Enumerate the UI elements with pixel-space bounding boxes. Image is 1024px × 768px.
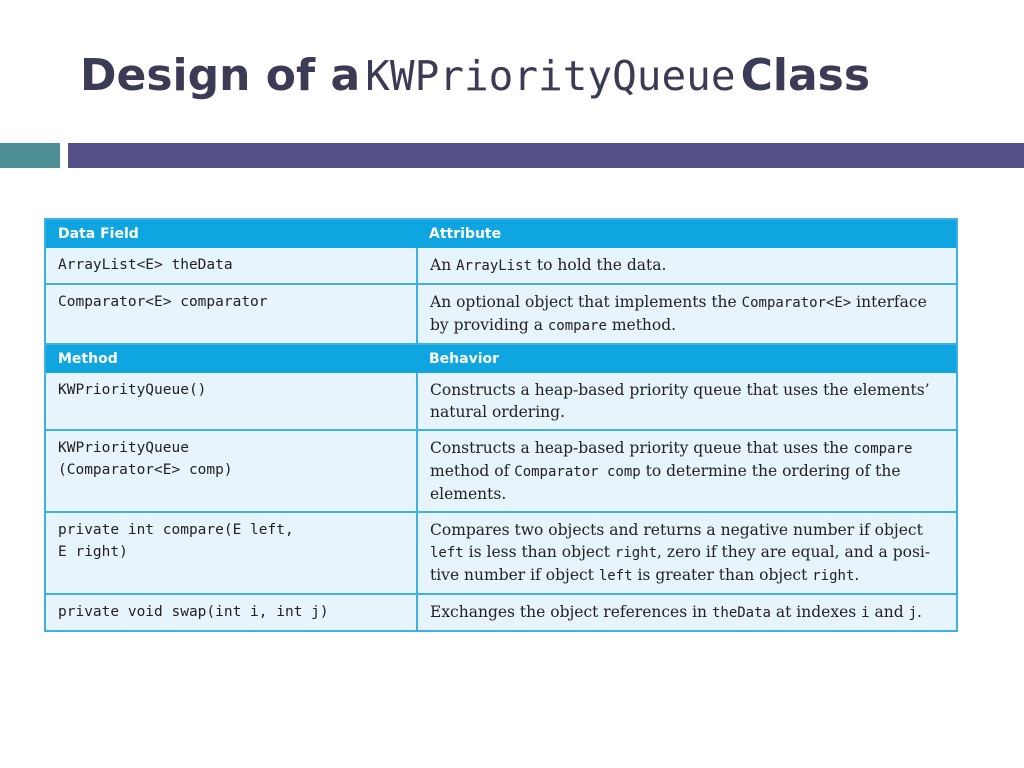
text-fragment: . (854, 566, 860, 584)
header-cell-left: Method (45, 344, 417, 373)
text-fragment: at indexes (770, 603, 862, 621)
data-field-header-row (45, 219, 957, 248)
header-cell-left: Data Field (45, 219, 417, 248)
method-row (45, 373, 957, 430)
header-cell-right: Behavior (417, 344, 957, 373)
method-row (45, 594, 957, 631)
description-cell (417, 430, 957, 512)
method-signature (45, 512, 417, 594)
description-cell (417, 248, 957, 284)
text-fragment: to determine the ordering of the elements. (430, 462, 901, 503)
signature-line: KWPriorityQueue (58, 440, 189, 456)
header-cell-right: Attribute (417, 219, 957, 248)
text-fragment: An (430, 256, 457, 274)
title-prefix: Design of a (80, 50, 361, 101)
method-row (45, 430, 957, 512)
code-fragment: ArrayList (456, 258, 532, 274)
code-fragment: Comparator comp (514, 464, 641, 480)
signature-line: private int compare(E left, (58, 522, 294, 538)
text-fragment: is greater than object (632, 566, 813, 584)
field-signature: Comparator<E> comparator (45, 284, 417, 344)
text-fragment: is less than object (463, 543, 615, 561)
method-signature (45, 373, 417, 430)
text-fragment: Constructs a heap-based priority queue that uses the (430, 439, 854, 457)
code-fragment: j (908, 605, 918, 621)
text-fragment: method of (430, 462, 515, 480)
data-field-row (45, 284, 957, 344)
field-signature: ArrayList<E> theData (45, 248, 417, 284)
code-fragment: left (430, 545, 464, 561)
signature-line: private void swap(int i, int j) (58, 604, 329, 620)
class-design-table (44, 218, 958, 632)
description-cell (417, 594, 957, 631)
signature-line: (Comparator<E> comp) (58, 462, 233, 478)
method-row (45, 512, 957, 594)
code-fragment: right (614, 545, 658, 561)
method-header-row (45, 344, 957, 373)
code-fragment: left (598, 568, 633, 584)
code-fragment: compare (853, 441, 913, 457)
text-fragment: , zero if they are equal, and a posi-tive number if object (430, 543, 931, 584)
text-fragment: Compares two objects and returns a negative number if object (430, 521, 923, 539)
accent-bar-teal (0, 143, 60, 168)
text-fragment: Constructs a heap-based priority queue that uses the elements’ natural ordering. (430, 381, 930, 421)
text-fragment: to hold the data. (531, 256, 667, 274)
description-cell (417, 284, 957, 344)
description-cell (417, 512, 957, 594)
signature-line: KWPriorityQueue() (58, 382, 207, 398)
code-fragment: i (861, 605, 870, 621)
table-body (45, 219, 957, 631)
description-cell (417, 373, 957, 430)
signature-line: E right) (58, 544, 128, 560)
text-fragment: and (869, 603, 909, 621)
method-signature (45, 430, 417, 512)
text-fragment: An optional object that implements the (430, 293, 742, 311)
text-fragment: interface by providing a (430, 293, 927, 334)
code-fragment: Comparator<E> (741, 295, 852, 311)
text-fragment: Exchanges the object references in (430, 603, 712, 621)
code-fragment: theData (711, 605, 771, 621)
title-code: KWPriorityQueue (365, 52, 736, 100)
data-field-row (45, 248, 957, 284)
slide-title (80, 50, 1000, 120)
code-fragment: right (812, 568, 855, 584)
text-fragment: . (917, 603, 922, 621)
text-fragment: method. (606, 316, 677, 334)
code-fragment: compare (547, 318, 607, 334)
title-suffix: Class (740, 50, 871, 101)
accent-bar-purple (68, 143, 1024, 168)
method-signature (45, 594, 417, 631)
